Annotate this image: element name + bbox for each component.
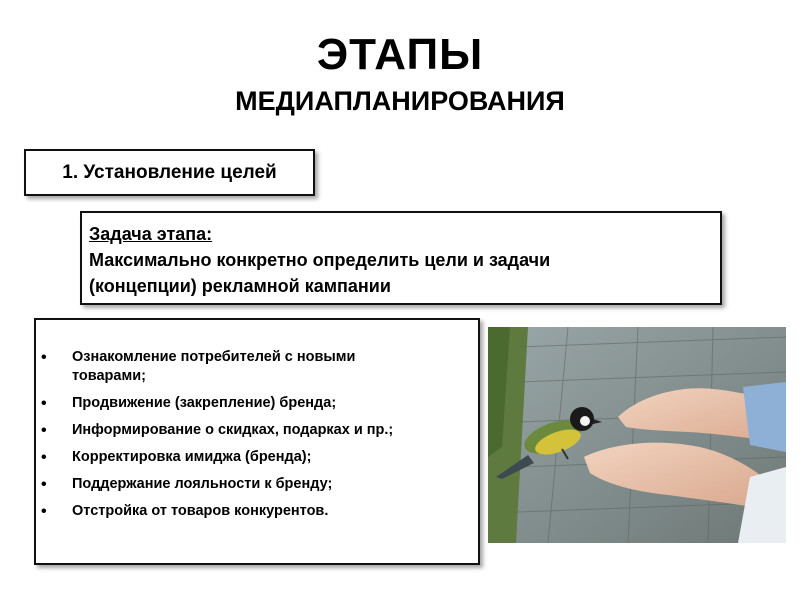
task-heading: Задача этапа: xyxy=(89,224,213,244)
bird-feeding-photo xyxy=(488,327,786,543)
step-box xyxy=(24,149,315,196)
goals-list-box xyxy=(34,318,480,565)
slide-title: ЭТАПЫ xyxy=(316,30,484,79)
task-box xyxy=(80,211,722,305)
step-label: 1. Установление целей xyxy=(62,161,277,183)
goals-list xyxy=(36,348,468,521)
goal-item: • Поддержание лояльности к бренду; xyxy=(72,475,468,494)
slide-subtitle: МЕДИАПЛАНИРОВАНИЯ xyxy=(235,86,565,116)
task-text-line-2: (концепции) рекламной кампании xyxy=(89,276,391,296)
goal-item: • Отстройка от товаров конкурентов. xyxy=(72,502,468,521)
goal-item: • Корректировка имиджа (бренда); xyxy=(72,448,468,467)
goal-item: • Продвижение (закрепление) бренда; xyxy=(72,394,468,413)
goal-item: • Ознакомление потребителей с новыми товарами; xyxy=(72,348,432,386)
goal-item: • Информирование о скидках, подарках и пр.; xyxy=(72,421,468,440)
task-text-line-1: Максимально конкретно определить цели и задачи xyxy=(89,250,551,270)
